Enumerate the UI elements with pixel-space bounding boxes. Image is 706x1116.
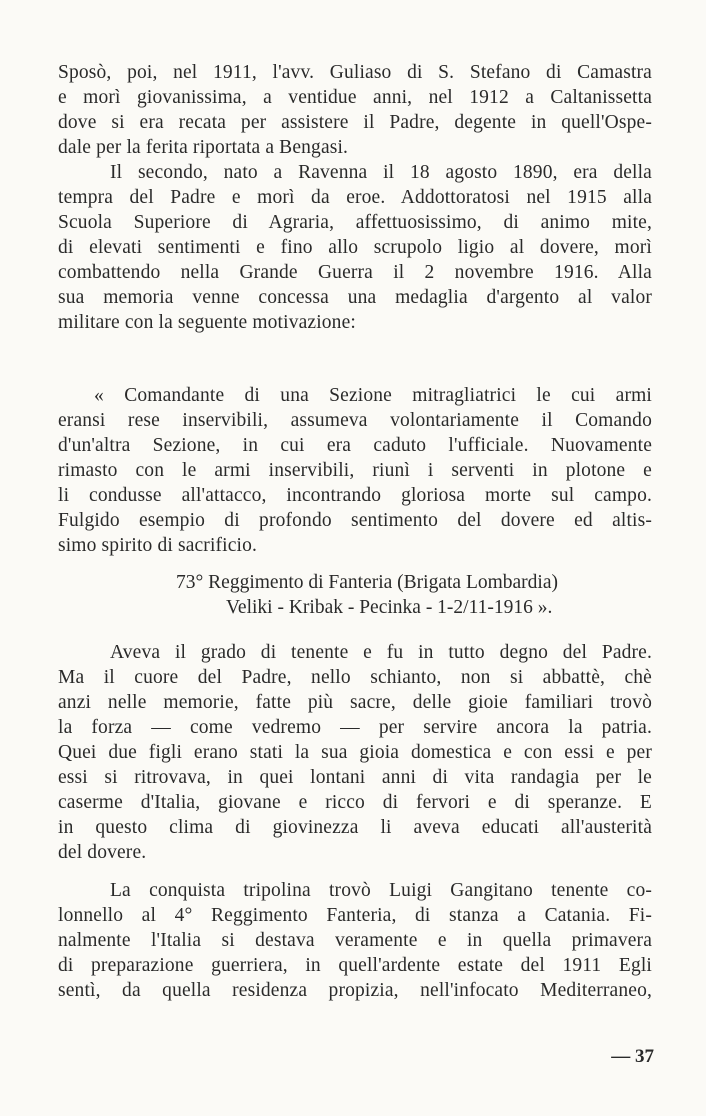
text-line: di elevati sentimenti e fino allo scrupolo ligio al dovere, morì (58, 237, 652, 258)
text-line: Fulgido esempio di profondo sentimento del dovere ed altis- (58, 510, 652, 531)
text-line: simo spirito di sacrificio. (58, 535, 258, 556)
text-line: la forza — come vedremo — per servire ancora la patria. (58, 717, 652, 738)
text-line: anzi nelle memorie, fatte più sacre, delle gioie familiari trovò (58, 692, 652, 713)
text-line: d'un'altra Sezione, in cui era caduto l'ufficiale. Nuovamente (58, 435, 652, 456)
text-line: caserme d'Italia, giovane e ricco di fervori e di speranze. E (58, 792, 652, 813)
text-line: combattendo nella Grande Guerra il 2 novembre 1916. Alla (58, 262, 652, 283)
citation-location-date (226, 595, 552, 620)
citation-regiment (176, 570, 558, 595)
text-line: sentì, da quella residenza propizia, nell'infocato Mediterraneo, (58, 980, 652, 1001)
text-line: Ma il cuore del Padre, nello schianto, non si abbattè, chè (58, 667, 652, 688)
paragraph-tripoli (58, 878, 652, 1003)
text-line: Scuola Superiore di Agraria, affettuosissimo, di animo mite, (58, 212, 652, 233)
paragraph-second-son (58, 160, 652, 335)
text-line: Quei due figli erano stati la sua gioia domestica e con essi e per (58, 742, 652, 763)
text-line: essi si ritrovava, in quei lontani anni di vita randagia per le (58, 767, 652, 788)
text-line: eransi rese inservibili, assumeva volontariamente il Comando (58, 410, 652, 431)
text-line: « Comandante di una Sezione mitragliatrici le cui armi (94, 385, 652, 406)
text-line: di preparazione guerriera, in quell'ardente estate del 1911 Egli (58, 955, 652, 976)
medal-citation (58, 383, 652, 558)
text-line: Il secondo, nato a Ravenna il 18 agosto 1890, era della (110, 162, 652, 183)
paragraph-father (58, 640, 652, 865)
text-line: li condusse all'attacco, incontrando gloriosa morte sul campo. (58, 485, 652, 506)
text-line: e morì giovanissima, a ventidue anni, nel 1912 a Caltanissetta (58, 87, 652, 108)
text-line: rimasto con le armi inservibili, riunì i serventi in plotone e (58, 460, 652, 481)
text-line: sua memoria venne concessa una medaglia d'argento al valor (58, 287, 652, 308)
text-line: Sposò, poi, nel 1911, l'avv. Guliaso di S. Stefano di Camastra (58, 62, 652, 83)
text-line: lonnello al 4° Reggimento Fanteria, di stanza a Catania. Fi- (58, 905, 652, 926)
text-line: tempra del Padre e morì da eroe. Addottoratosi nel 1915 alla (58, 187, 652, 208)
text-line: dove si era recata per assistere il Padre, degente in quell'Ospe- (58, 112, 652, 133)
paragraph-marriage (58, 60, 652, 160)
text-line: Aveva il grado di tenente e fu in tutto degno del Padre. (110, 642, 652, 663)
text-line: 73° Reggimento di Fanteria (Brigata Lombardia) (176, 572, 558, 593)
text-line: dale per la ferita riportata a Bengasi. (58, 137, 349, 158)
text-line: Veliki - Kribak - Pecinka - 1-2/11-1916 ». (226, 597, 553, 618)
text-line: del dovere. (58, 842, 147, 863)
text-line: militare con la seguente motivazione: (58, 312, 356, 333)
text-line: La conquista tripolina trovò Luigi Gangitano tenente co- (110, 880, 652, 901)
page-number: — 37 (611, 1046, 654, 1067)
text-line: nalmente l'Italia si destava veramente e in quella primavera (58, 930, 652, 951)
text-line: in questo clima di giovinezza li aveva educati all'austerità (58, 817, 652, 838)
